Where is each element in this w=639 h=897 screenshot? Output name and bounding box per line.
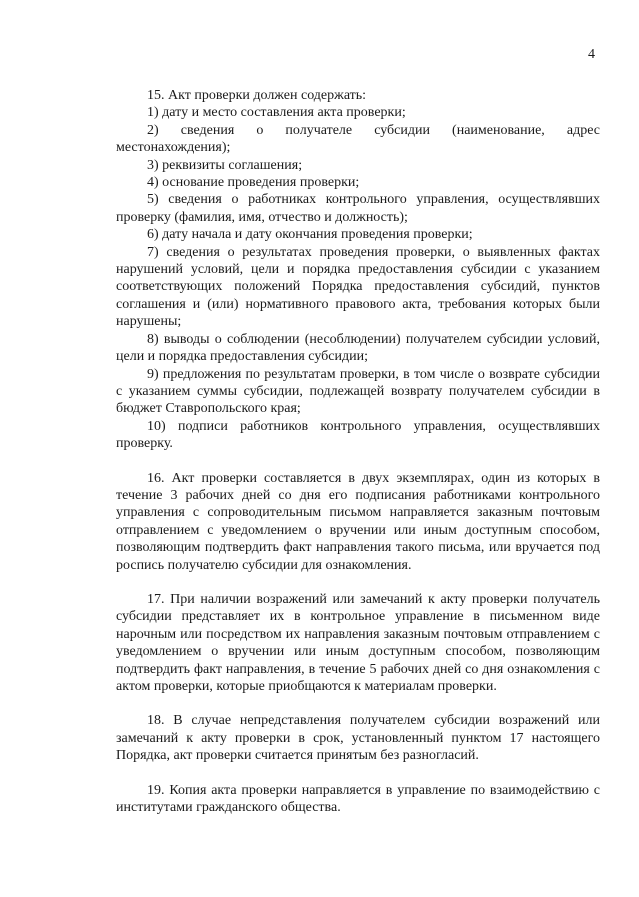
document-body <box>116 87 600 816</box>
list-item: 6) дату начала и дату окончания проведения проверки; <box>147 227 473 243</box>
section-15-heading: 15. Акт проверки должен содержать: <box>147 88 367 103</box>
section-16: 16. Акт проверки составляется в двух экземплярах, один из которых в течение 3 рабочих дней со дня его подписания работниками контрольного управления с сопроводительным письмом направляется заказным почтовым отправлением с уведомлением о вручении или иным доступным способом, позволяющим подтвердить факт направления такого письма, или вручается под роспись получателю субсидии для ознакомления. <box>116 470 600 573</box>
paragraph-gap <box>116 695 600 712</box>
list-item: 3) реквизиты соглашения; <box>147 157 303 173</box>
page-number: 4 <box>588 47 595 62</box>
list-item: 4) основание проведения проверки; <box>147 175 360 191</box>
section-19: 19. Копия акта проверки направляется в управление по взаимодействию с институтами гражданского общества. <box>116 782 600 816</box>
paragraph-gap <box>116 574 600 591</box>
section-15 <box>116 87 600 453</box>
paragraph-gap <box>116 765 600 782</box>
list-item: 1) дату и место составления акта проверки; <box>147 105 406 121</box>
section-17: 17. При наличии возражений или замечаний к акту проверки получатель субсидии представляет их в контрольное управление в письменном виде нарочным или посредством их направления заказным почтовым отправлением с уведомлением о вручении или иным доступным способом, позволяющим подтвердить факт направления, в течение 5 рабочих дней со дня ознакомления с актом проверки, которые приобщаются к материалам проверки. <box>116 591 600 694</box>
list-item: 2) сведения о получателе субсидии (наименование, адрес местонахождения); <box>116 122 600 156</box>
list-item: 10) подписи работников контрольного управления, осуществлявших проверку. <box>116 418 600 452</box>
list-item: 9) предложения по результатам проверки, в том числе о возврате субсидии с указанием суммы субсидии, подлежащей возврату получателем субсидии в бюджет Ставропольского края; <box>116 366 600 417</box>
list-item: 8) выводы о соблюдении (несоблюдении) получателем субсидии условий, цели и порядка предоставления субсидии; <box>116 331 600 365</box>
list-item: 7) сведения о результатах проведения проверки, о выявленных фактах нарушений условий, цели и порядка предоставления субсидии с указанием соответствующих положений Порядка предоставления субсидий, пунктов соглашения и (или) нормативного правового акта, требования которых были нарушены; <box>116 244 600 330</box>
section-18: 18. В случае непредставления получателем субсидии возражений или замечаний к акту проверки в срок, установленный пунктом 17 настоящего Порядка, акт проверки считается принятым без разногласий. <box>116 713 600 764</box>
list-item: 5) сведения о работниках контрольного управления, осуществлявших проверку (фамилия, имя, отчество и должность); <box>116 192 600 225</box>
paragraph-gap <box>116 453 600 470</box>
